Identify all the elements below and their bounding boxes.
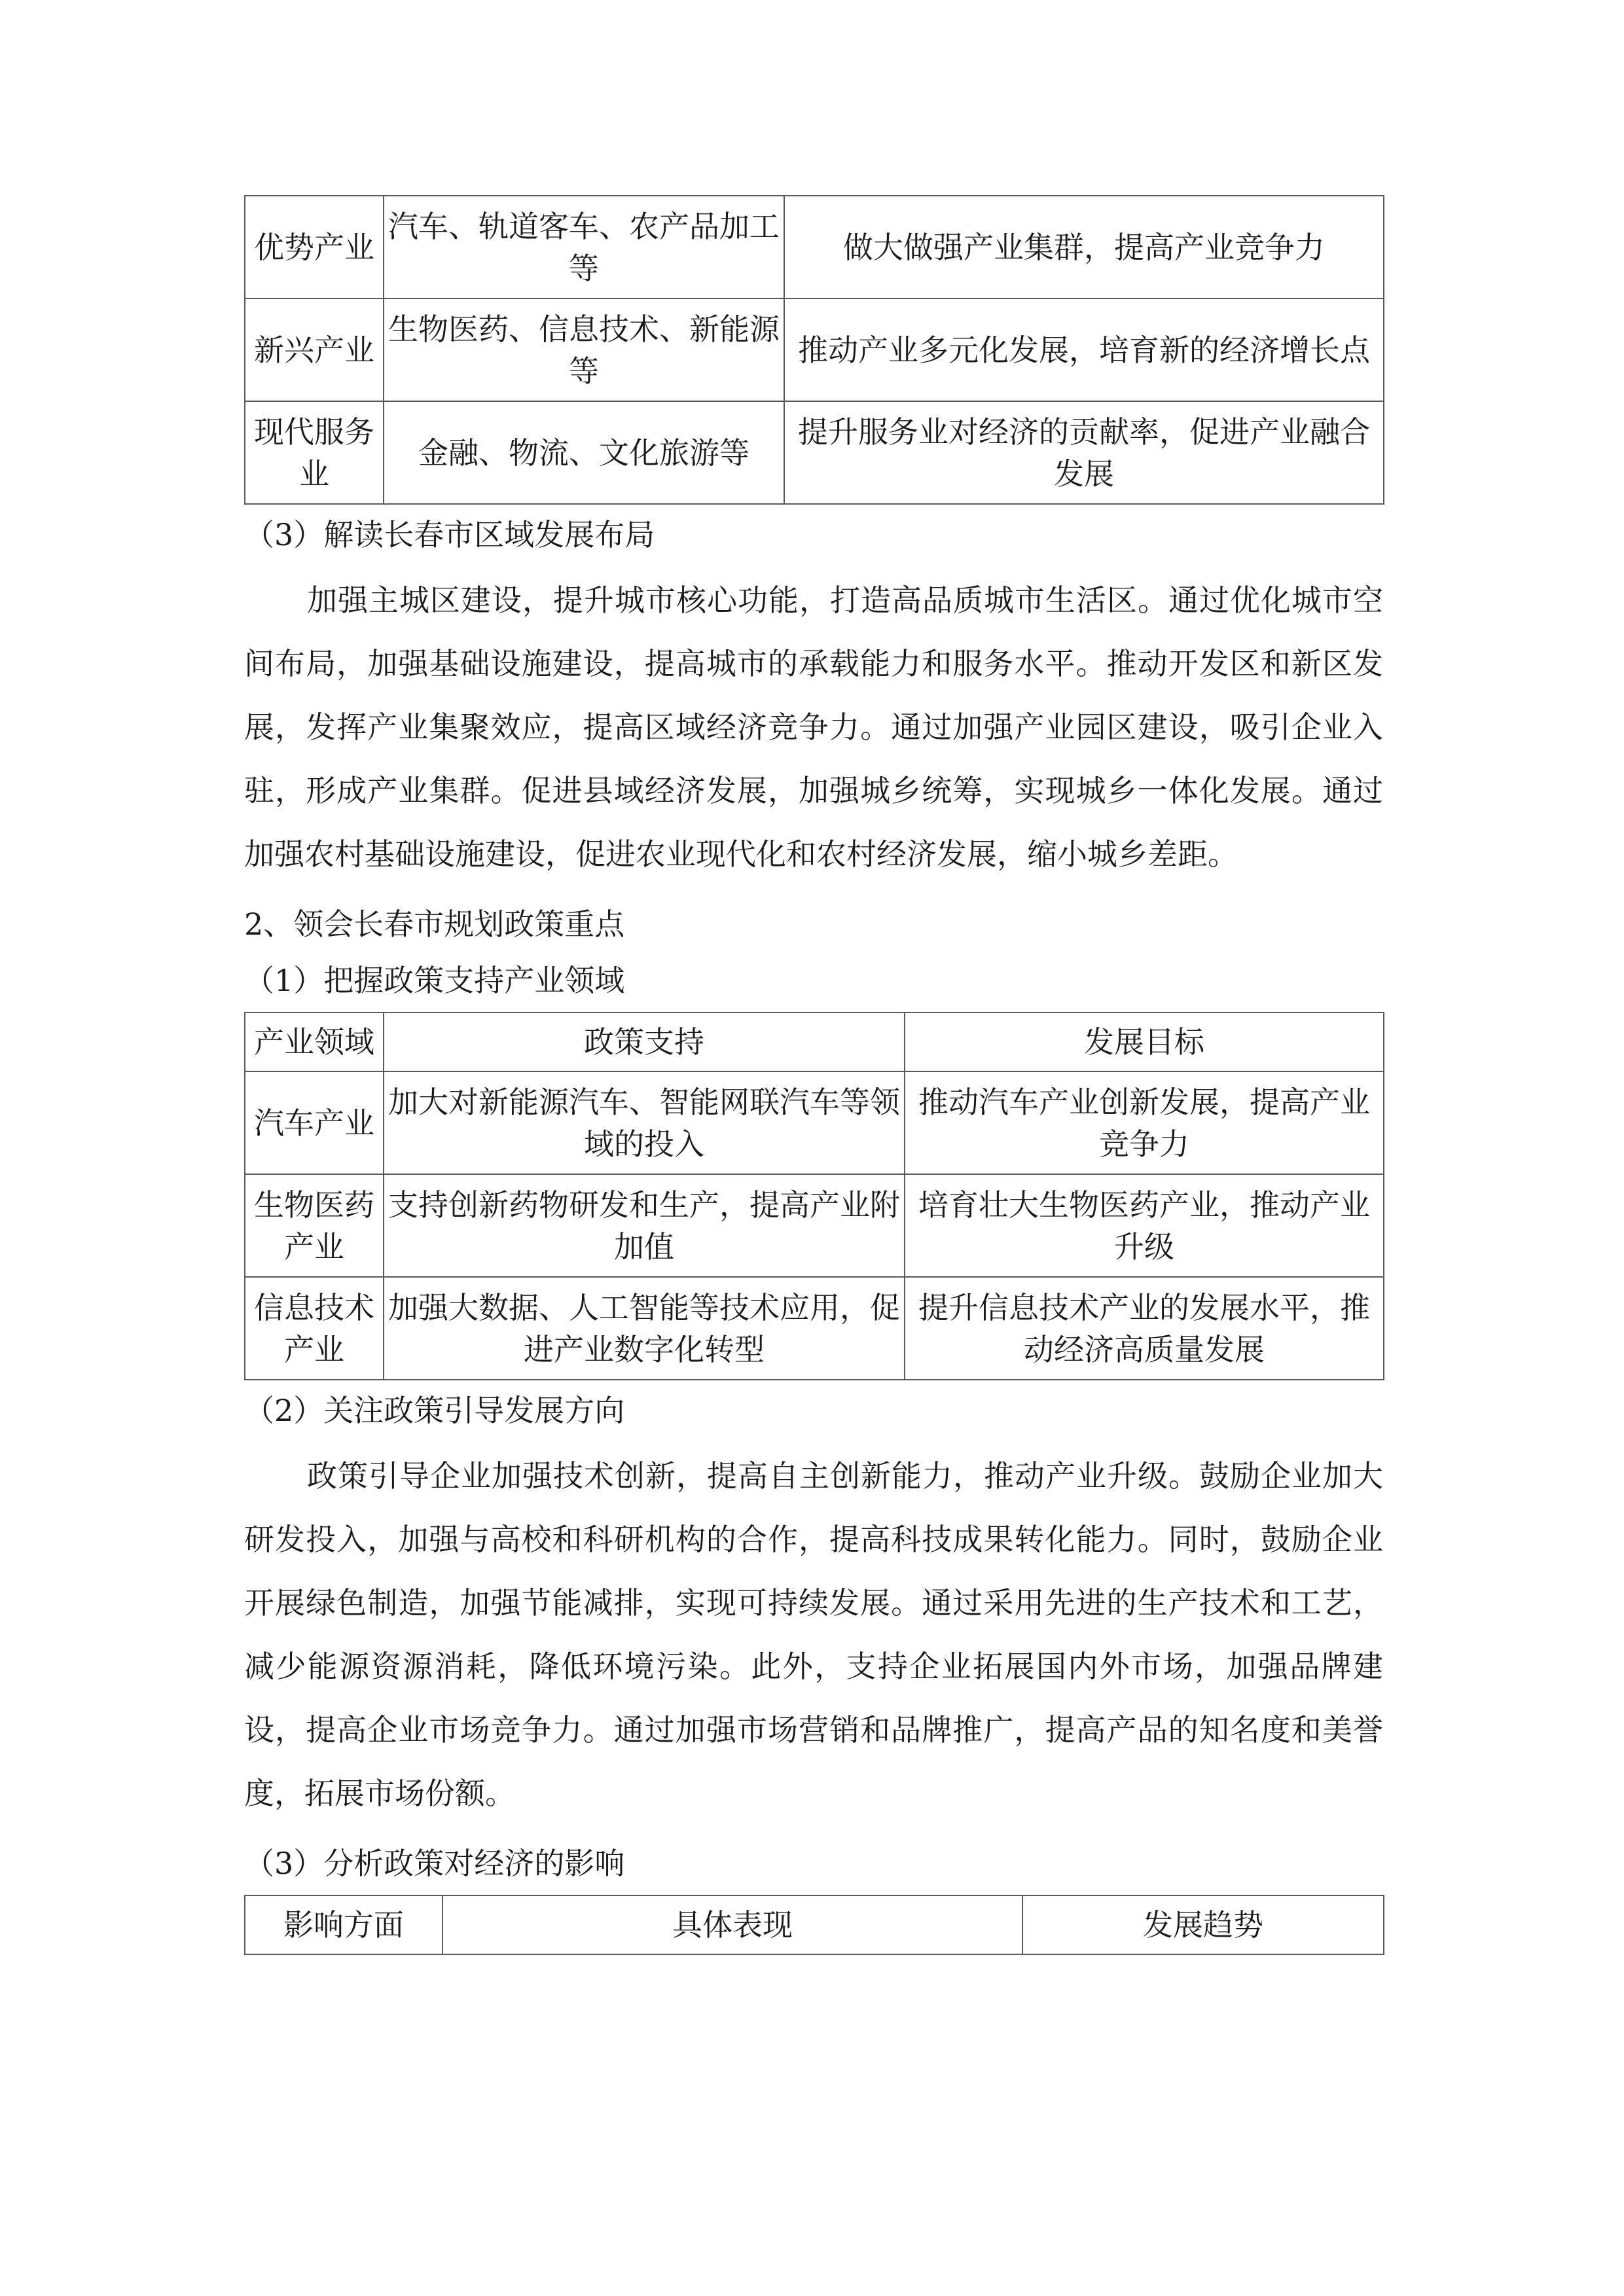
industry-table — [244, 195, 1384, 505]
table-header-cell: 发展目标 — [905, 1013, 1384, 1071]
table-cell: 生物医药、信息技术、新能源等 — [384, 298, 784, 401]
table-cell: 加大对新能源汽车、智能网联汽车等领域的投入 — [384, 1071, 905, 1174]
table-cell: 提升信息技术产业的发展水平，推动经济高质量发展 — [905, 1277, 1384, 1380]
table-cell: 汽车、轨道客车、农产品加工等 — [384, 196, 784, 298]
table-row — [245, 401, 1384, 504]
section-heading: （3）分析政策对经济的影响 — [244, 1846, 625, 1881]
table-header-row — [245, 1895, 1384, 1954]
table-cell: 优势产业 — [245, 196, 384, 298]
table-cell: 提升服务业对经济的贡献率，促进产业融合发展 — [784, 401, 1384, 504]
document-page — [244, 195, 1383, 1955]
table-header-cell: 政策支持 — [384, 1013, 905, 1071]
table-row — [245, 298, 1384, 401]
table-cell: 加强大数据、人工智能等技术应用，促进产业数字化转型 — [384, 1277, 905, 1380]
table-cell: 支持创新药物研发和生产，提高产业附加值 — [384, 1174, 905, 1277]
table-header-cell: 产业领域 — [245, 1013, 384, 1071]
impact-table — [244, 1895, 1384, 1955]
table-cell: 推动产业多元化发展，培育新的经济增长点 — [784, 298, 1384, 401]
table-cell: 生物医药产业 — [245, 1174, 384, 1277]
table-cell: 现代服务业 — [245, 401, 384, 504]
table-header-cell: 发展趋势 — [1022, 1895, 1384, 1954]
section-heading: （2）关注政策引导发展方向 — [244, 1393, 625, 1428]
section-heading: （1）把握政策支持产业领域 — [244, 963, 625, 998]
table-header-row — [245, 1013, 1384, 1071]
table-header-cell: 影响方面 — [245, 1895, 442, 1954]
table-row — [245, 1277, 1384, 1380]
policy-support-table — [244, 1012, 1384, 1380]
section-heading: 2、领会长春市规划政策重点 — [244, 906, 625, 942]
table-row — [245, 1071, 1384, 1174]
table-cell: 做大做强产业集群，提高产业竞争力 — [784, 196, 1384, 298]
table-cell: 推动汽车产业创新发展，提高产业竞争力 — [905, 1071, 1384, 1174]
section-heading: （3）解读长春市区域发展布局 — [244, 517, 655, 552]
table-cell: 新兴产业 — [245, 298, 384, 401]
table-cell: 金融、物流、文化旅游等 — [384, 401, 784, 504]
body-paragraph: 政策引导企业加强技术创新，提高自主创新能力，推动产业升级。鼓励企业加大研发投入，加强与高校和科研机构的合作，提高科技成果转化能力。同时，鼓励企业开展绿色制造，加强节能减排，实现可持续发展。通过采用先进的生产技术和工艺，减少能源资源消耗，降低环境污染。此外，支持企业拓展国内外市场，加强品牌建设，提高企业市场竞争力。通过加强市场营销和品牌推广，提高产品的知名度和美誉度，拓展市场份额。 — [244, 1458, 1383, 1811]
table-row — [245, 196, 1384, 298]
table-cell: 培育壮大生物医药产业，推动产业升级 — [905, 1174, 1384, 1277]
table-row — [245, 1174, 1384, 1277]
table-cell: 汽车产业 — [245, 1071, 384, 1174]
body-paragraph: 加强主城区建设，提升城市核心功能，打造高品质城市生活区。通过优化城市空间布局，加强基础设施建设，提高城市的承载能力和服务水平。推动开发区和新区发展，发挥产业集聚效应，提高区域经济竞争力。通过加强产业园区建设，吸引企业入驻，形成产业集群。促进县域经济发展，加强城乡统筹，实现城乡一体化发展。通过加强农村基础设施建设，促进农业现代化和农村经济发展，缩小城乡差距。 — [244, 583, 1383, 872]
table-cell: 信息技术产业 — [245, 1277, 384, 1380]
table-header-cell: 具体表现 — [442, 1895, 1022, 1954]
